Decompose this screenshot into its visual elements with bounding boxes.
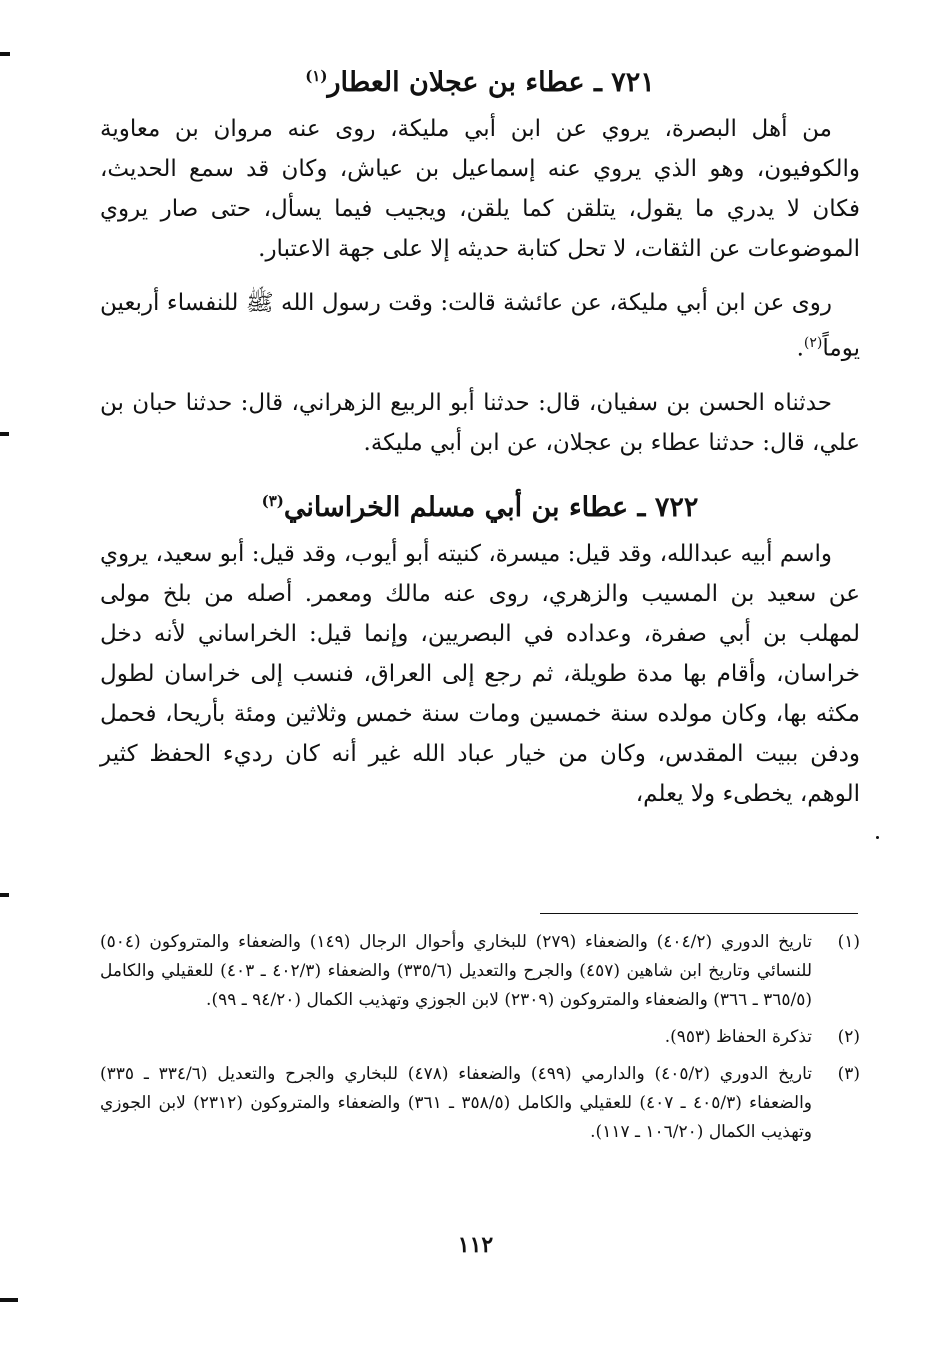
entry-722-title-text: ٧٢٢ ـ عطاء بن أبي مسلم الخراساني <box>283 491 699 523</box>
scan-mark-bottom <box>0 1298 18 1302</box>
footnote-2-number: (٢) <box>837 1027 860 1047</box>
entry-722-paragraph-1: واسم أبيه عبدالله، وقد قيل: ميسرة، كنيته أبو أيوب، وقد قيل: أبو سعيد، يروي عن سعيد بن المسيب والزهري، روى عنه مالك ومعمر. أصله من بلخ مولى لمهلب بن أبي صفرة، وعداده في البصريين، وإنما قيل: الخراساني لأنه دخل خراسان، وأقام بها مدة طويلة، ثم رجع إلى العراق، فنسب إلى خراسان لطول مكثه بها، وكان مولده سنة خمسين ومات سنة خمس وثلاثين ومئة بأريحا، فحمل ودفن ببيت المقدس، وكان من خيار عباد الله غير أنه كان رديء الحفظ كثير الوهم، يخطىء ولا يعلم، <box>100 540 860 807</box>
footnote-ref-1: (١) <box>305 67 328 85</box>
scan-dot <box>876 836 879 839</box>
entry-721-title-text: ٧٢١ ـ عطاء بن عجلان العطار <box>327 67 655 98</box>
page-body <box>100 50 860 814</box>
entry-721-title <box>100 50 860 109</box>
footnote-2-text: تذكرة الحفاظ (٩٥٣). <box>664 1027 812 1047</box>
footnote-2 <box>100 1023 860 1052</box>
entry-721-paragraph-3: حدثناه الحسن بن سفيان، قال: حدثنا أبو الربيع الزهراني، قال: حدثنا حبان بن علي، قال: حدثنا عطاء بن عجلان، عن ابن أبي مليكة. <box>100 389 860 456</box>
footnote-1 <box>100 928 860 1015</box>
footnote-1-text: تاريخ الدوري (٤٠٤/٢) والضعفاء (٢٧٩) للبخاري وأحوال الرجال (١٤٩) والضعفاء والمتروكون (٥٠٤) للنسائي وتاريخ ابن شاهين (٤٥٧) والجرح والتعديل (٣٣٥/٦) والضعفاء (٤٠٢/٣ ـ ٤٠٣) للعقيلي والكامل (٣٦٥/٥ ـ ٣٦٦) والضعفاء والمتروكون (٢٣٠٩) لابن الجوزي وتهذيب الكمال (٩٤/٢٠ ـ ٩٩). <box>100 932 813 1010</box>
scan-mark-lower <box>0 893 9 897</box>
entry-721-paragraph-2 <box>100 283 860 369</box>
entry-721-paragraph-1: من أهل البصرة، يروي عن ابن أبي مليكة، روى عنه مروان بن معاوية والكوفيون، وهو الذي يروي عنه إسماعيل بن عياش، وكان قد سمع الحديث، فكان لا يدري ما يقول، يتلقن كما يلقن، ويجيب فيما يسأل، حتى صار يروي الموضوعات عن الثقات، لا تحل كتابة حديثه إلا على جهة الاعتبار. <box>100 116 860 262</box>
entry-721-paragraph-2-end: . <box>796 335 804 362</box>
footnote-1-number: (١) <box>837 932 860 952</box>
footnotes <box>100 928 860 1155</box>
footnote-separator <box>540 913 858 914</box>
entry-721-paragraph-2-text: روى عن ابن أبي مليكة، عن عائشة قالت: وقت رسول الله ﷺ للنفساء أربعين يوماً <box>100 290 860 362</box>
footnote-3-text: تاريخ الدوري (٤٠٥/٢) والدارمي (٤٩٩) والضعفاء (٤٧٨) للبخاري والجرح والتعديل (٣٣٤/٦ ـ ٣٣٥) والضعفاء (٤٠٥/٣ ـ ٤٠٧) للعقيلي والكامل (٣٥٨/٥ ـ ٣٦١) والضعفاء والمتروكون (٢٣١٢) لابن الجوزي وتهذيب الكمال (١٠٦/٢٠ ـ ١١٧). <box>100 1064 812 1142</box>
footnote-3-number: (٣) <box>837 1064 860 1084</box>
footnote-3 <box>100 1060 860 1147</box>
footnote-ref-2: (٢) <box>803 335 823 351</box>
entry-722-title <box>100 475 860 534</box>
scan-mark-middle <box>0 432 9 436</box>
page-number: ١١٢ <box>457 1232 494 1258</box>
footnote-ref-3: (٣) <box>261 491 284 510</box>
scan-mark-top <box>0 52 10 56</box>
